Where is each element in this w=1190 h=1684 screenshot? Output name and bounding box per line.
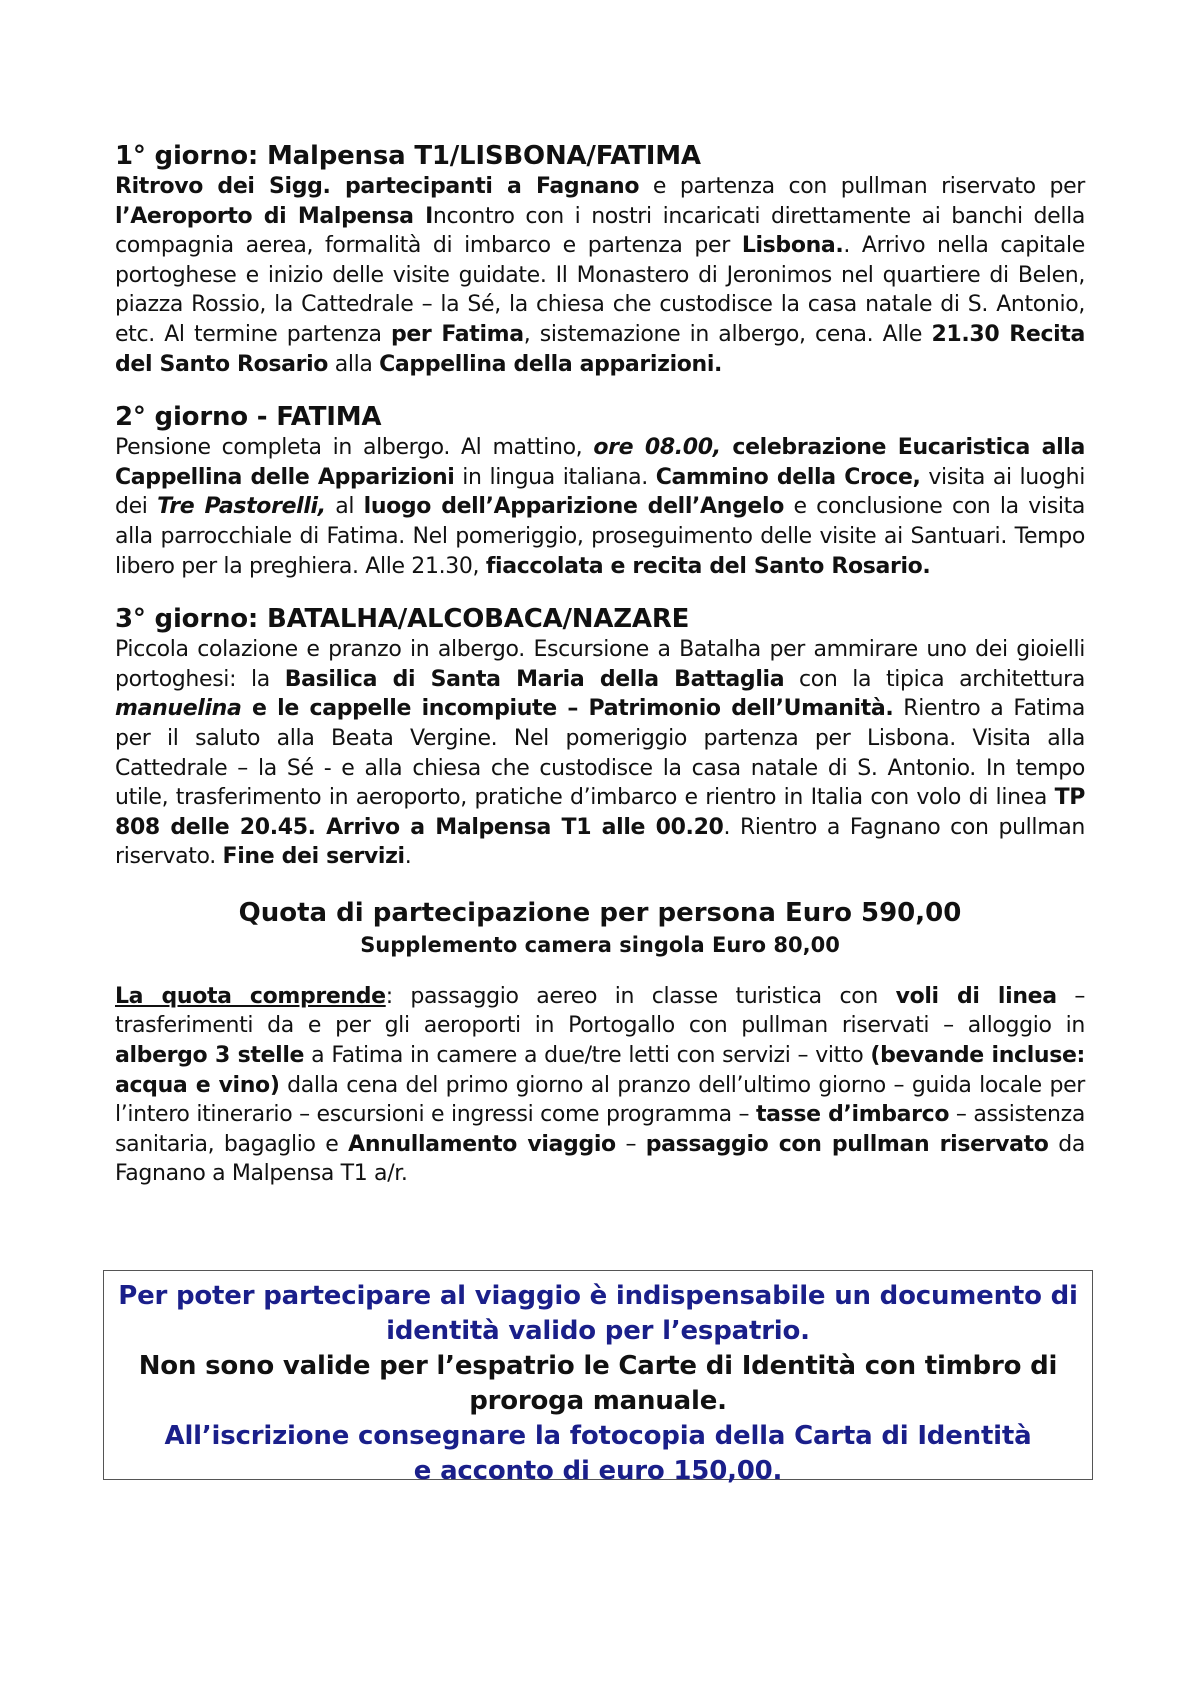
bold-text: albergo 3 stelle bbox=[115, 1043, 305, 1069]
text-run: dalla cena del primo giorno al pranzo dell’ultimo giorno – guida locale per l’intero itinerario – escursioni e ingressi come programma – bbox=[115, 1072, 1085, 1128]
bold-text: tasse d’imbarco bbox=[755, 1102, 950, 1128]
text-run: a Fatima in camere a due/tre letti con servizi – vitto bbox=[304, 1043, 871, 1069]
bold-text: voli di linea bbox=[895, 983, 1057, 1009]
bold-text: Cappellina della apparizioni. bbox=[379, 351, 723, 377]
text-run: da Fagnano a Malpensa T1 a/r. bbox=[115, 1131, 1085, 1187]
text-run: al bbox=[325, 494, 364, 520]
bold-text: e le cappelle incompiute – Patrimonio dell’Umanità. bbox=[241, 696, 894, 722]
text-run: – bbox=[615, 1131, 646, 1157]
text-run: ncontro con i nostri incaricati direttamente ai banchi della compagnia aerea, formalità di imbarco e partenza per bbox=[115, 203, 1085, 259]
bold-text: passaggio con pullman riservato bbox=[645, 1131, 1049, 1157]
notice-registration: All’iscrizione consegnare la fotocopia della Carta di Identità bbox=[164, 1421, 1032, 1451]
day3-description bbox=[115, 635, 1085, 872]
text-run: Piccola colazione e pranzo in albergo. Escursione a Batalha per ammirare uno dei gioielli portoghesi: la bbox=[115, 637, 1085, 692]
text-run: visita ai luoghi dei bbox=[115, 464, 1085, 520]
notice-deposit: e acconto di euro 150,00. bbox=[413, 1456, 783, 1486]
text-run: Pensione completa in albergo. Al mattino, bbox=[115, 435, 594, 461]
notice-id-required: Per poter partecipare al viaggio è indispensabile un documento di identità valido per l’espatrio. bbox=[118, 1281, 1078, 1346]
bold-text: luogo dell’Apparizione dell’Angelo bbox=[363, 494, 784, 520]
single-room-supplement: Supplemento camera singola Euro 80,00 bbox=[360, 932, 840, 957]
text-run: alla bbox=[328, 351, 380, 377]
text-run: . Rientro a Fagnano con pullman riservato. bbox=[115, 814, 1085, 870]
bold-italic-text: ore 08.00, bbox=[593, 435, 721, 461]
text-run: – assistenza sanitaria, bagaglio e bbox=[115, 1102, 1085, 1157]
bold-text: Lisbona. bbox=[741, 233, 844, 259]
document-notice-box bbox=[103, 1270, 1093, 1486]
bold-text: 21.30 Recita del Santo Rosario bbox=[115, 321, 1085, 377]
day1-title: 1° giorno: Malpensa T1/LISBONA/FATIMA bbox=[115, 141, 701, 171]
bold-text: Ritrovo dei Sigg. partecipanti a Fagnano bbox=[115, 174, 640, 199]
price-per-person: Quota di partecipazione per persona Euro 590,00 bbox=[238, 897, 962, 928]
bold-italic-text: manuelina bbox=[115, 696, 242, 722]
bold-text: Cammino della Croce, bbox=[655, 464, 921, 490]
price-includes bbox=[115, 982, 1085, 1189]
text-run: : passaggio aereo in classe turistica con bbox=[385, 983, 896, 1009]
day3-title: 3° giorno: BATALHA/ALCOBACA/NAZARE bbox=[115, 604, 690, 635]
bold-text: TP 808 delle 20.45. Arrivo a Malpensa T1 alle 00.20 bbox=[115, 785, 1085, 840]
notice-id-extension-invalid: Non sono valide per l’espatrio le Carte di Identità con timbro di proroga manuale. bbox=[138, 1351, 1058, 1416]
underlined-label: La quota comprende bbox=[115, 983, 386, 1009]
text-run: e conclusione con la visita alla parrocchiale di Fatima. Nel pomeriggio, proseguimento delle visite ai Santuari. Tempo libero per la preghiera. Alle 21.30, bbox=[115, 494, 1085, 579]
bold-text: Fine dei servizi bbox=[222, 844, 405, 870]
bold-italic-text: Tre Pastorelli, bbox=[157, 494, 326, 520]
day2-title: 2° giorno - FATIMA bbox=[115, 402, 382, 433]
bold-text: fiaccolata e recita del Santo Rosario. bbox=[485, 553, 931, 579]
text-run: e partenza con pullman riservato per bbox=[639, 174, 1085, 199]
bold-text: celebrazione Eucaristica alla Cappellina delle Apparizioni bbox=[115, 435, 1085, 490]
text-run: con la tipica architettura bbox=[784, 666, 1086, 692]
day1-description bbox=[115, 172, 1085, 379]
text-run: , sistemazione in albergo, cena. Alle bbox=[523, 321, 932, 347]
bold-text: l’Aeroporto di Malpensa I bbox=[115, 203, 433, 229]
text-run: Rientro a Fatima per il saluto alla Beata Vergine. Nel pomeriggio partenza per Lisbona. Visita alla Cattedrale – la Sé - e alla chiesa che custodisce la casa natale di S. Antonio. In tempo utile, trasferimento in aeroporto, pratiche d’imbarco e rientro in Italia con volo di linea bbox=[115, 696, 1085, 811]
text-run: – trasferimenti da e per gli aeroporti in Portogallo con pullman riservati – alloggio in bbox=[115, 983, 1086, 1039]
bold-text: Annullamento viaggio bbox=[348, 1131, 616, 1157]
bold-text: Basilica di Santa Maria della Battaglia bbox=[284, 666, 785, 692]
itinerary-document bbox=[115, 140, 1085, 1189]
text-run: in lingua italiana. bbox=[454, 464, 656, 490]
bold-text: per Fatima bbox=[390, 321, 524, 347]
text-run: . Arrivo nella capitale portoghese e inizio delle visite guidate. Il Monastero di Jeronimos nel quartiere di Belen, piazza Rossio, la Cattedrale – la Sé, la chiesa che custodisce la casa natale di S. Antonio, etc. Al termine partenza bbox=[115, 233, 1085, 347]
day2-description bbox=[115, 433, 1085, 581]
bold-text: (bevande incluse: acqua e vino) bbox=[115, 1043, 1085, 1098]
text-run: . bbox=[404, 844, 412, 870]
